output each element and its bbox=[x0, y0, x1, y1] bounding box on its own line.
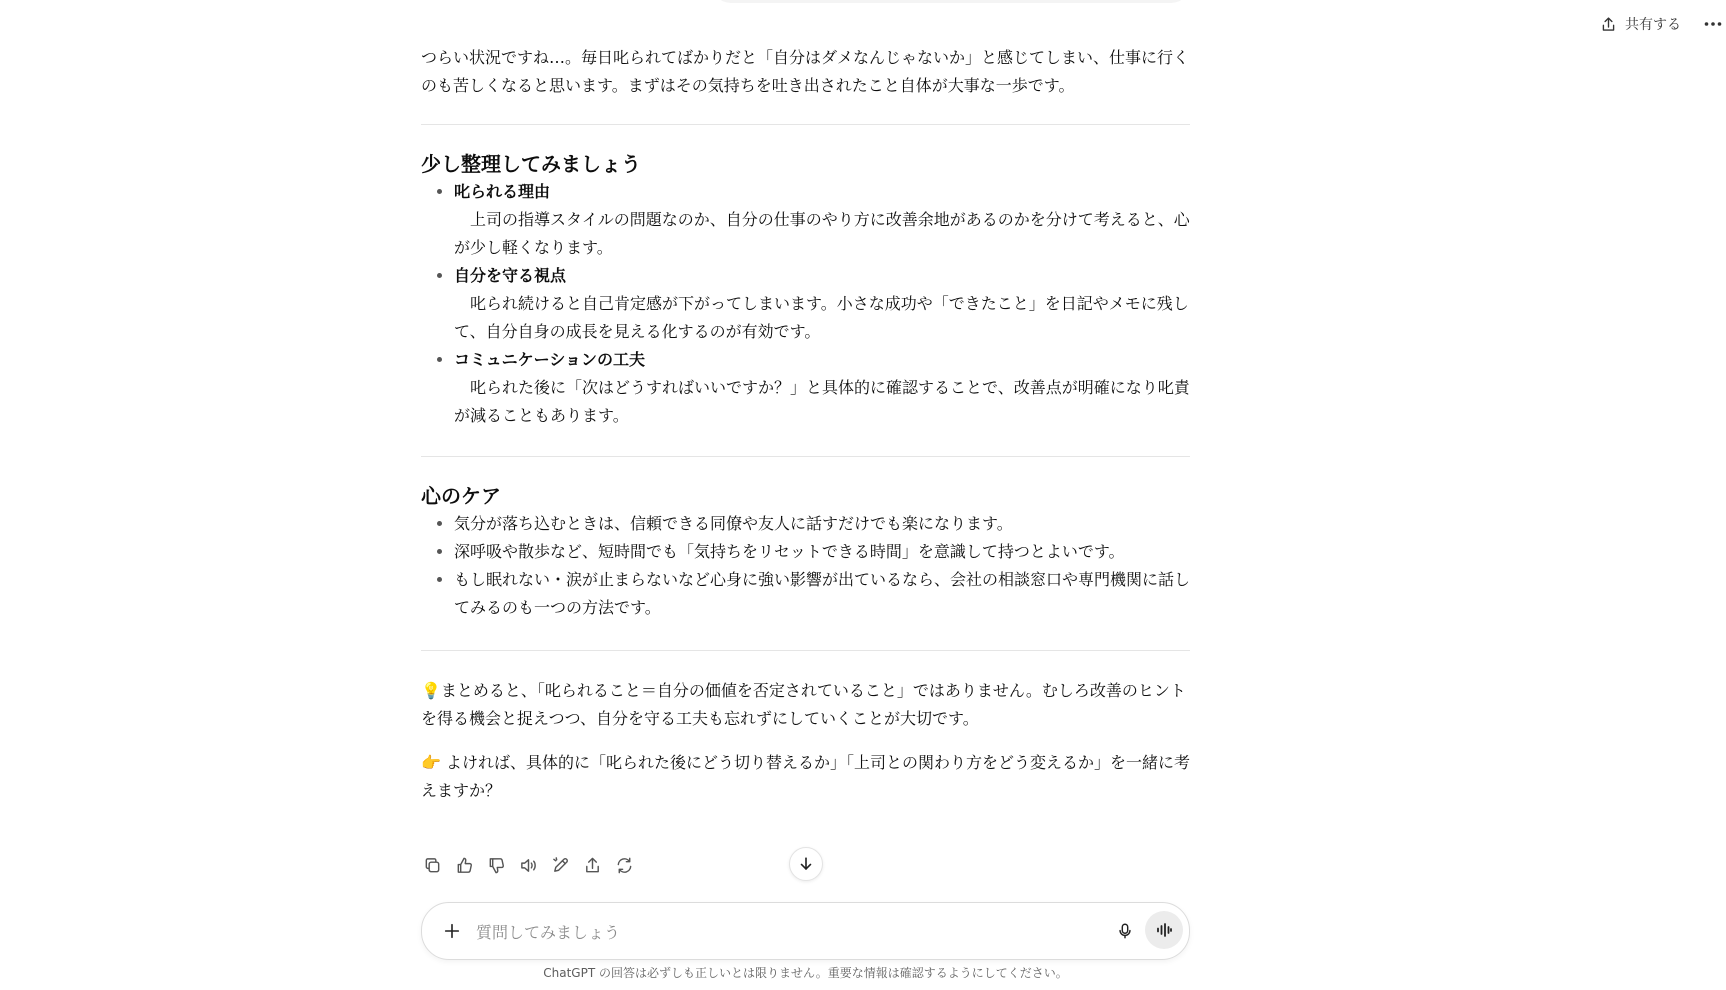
read-aloud-button[interactable] bbox=[517, 854, 540, 877]
voice-waveform-icon bbox=[1154, 920, 1174, 940]
ellipsis-icon bbox=[1704, 21, 1722, 27]
divider bbox=[421, 124, 1190, 125]
more-options-button[interactable] bbox=[1702, 13, 1724, 35]
message-actions bbox=[421, 854, 636, 877]
attach-button[interactable] bbox=[438, 917, 466, 945]
list-item: • もし眠れない・涙が止まらないなど心身に強い影響が出ているなら、会社の相談窓口や専門機関に話してみるのも一つの方法です。 bbox=[454, 566, 1190, 622]
regenerate-button[interactable] bbox=[613, 854, 636, 877]
list-item: • 深呼吸や散歩など、短時間でも「気持ちをリセットできる時間」を意識して持つとよいです。 bbox=[454, 538, 1190, 566]
good-response-button[interactable] bbox=[453, 854, 476, 877]
disclaimer: ChatGPT の回答は必ずしも正しいとは限りません。重要な情報は確認するようにしてください。 bbox=[543, 966, 1068, 980]
previous-user-message-bubble bbox=[712, 0, 1190, 3]
divider bbox=[421, 456, 1190, 457]
dictate-button[interactable] bbox=[1111, 917, 1139, 945]
edit-icon bbox=[551, 856, 570, 875]
followup-paragraph: 👉 よければ、具体的に「叱られた後にどう切り替えるか」「上司との関わり方をどう変えるか」を一緒に考えますか？ bbox=[421, 753, 1191, 800]
share-response-button[interactable] bbox=[581, 854, 604, 877]
copy-button[interactable] bbox=[421, 854, 444, 877]
microphone-icon bbox=[1116, 922, 1134, 940]
share-icon bbox=[1600, 16, 1617, 33]
list-item bbox=[454, 178, 1190, 262]
item-body: 上司の指導スタイルの問題なのか、自分の仕事のやり方に改善余地があるのかを分けて考えると、心が少し軽くなります。 bbox=[454, 210, 1190, 257]
plus-icon bbox=[443, 922, 461, 940]
item-body: 叱られた後に「次はどうすればいいですか？」と具体的に確認することで、改善点が明確になり叱責が減ることもあります。 bbox=[454, 378, 1190, 425]
regenerate-icon bbox=[615, 856, 634, 875]
list-item bbox=[454, 262, 1190, 346]
copy-icon bbox=[423, 856, 442, 875]
assistant-message bbox=[421, 44, 1190, 805]
intro-paragraph: つらい状況ですね…。毎日叱られてばかりだと「自分はダメなんじゃないか」と感じてしまい、仕事に行くのも苦しくなると思います。まずはその気持ちを吐き出されたこと自体が大事な一歩です。 bbox=[421, 48, 1190, 95]
section-heading: 少し整理してみましょう bbox=[421, 152, 641, 176]
voice-mode-button[interactable] bbox=[1145, 911, 1183, 949]
summary-paragraph: 💡まとめると、「叱られること＝自分の価値を否定されていること」ではありません。むしろ改善のヒントを得る機会と捉えつつ、自分を守る工夫も忘れずにしていくことが大切です。 bbox=[421, 681, 1186, 728]
item-title: • 叱られる理由 bbox=[454, 182, 551, 201]
item-title: • 自分を守る視点 bbox=[454, 266, 567, 285]
arrow-down-icon bbox=[797, 855, 815, 873]
bullet-list bbox=[421, 510, 1190, 622]
list-item bbox=[454, 346, 1190, 430]
share-button[interactable] bbox=[1600, 11, 1681, 37]
read-aloud-icon bbox=[519, 856, 538, 875]
thumbs-up-icon bbox=[455, 856, 474, 875]
share-icon bbox=[583, 856, 602, 875]
bullet-list bbox=[421, 178, 1190, 430]
prompt-input[interactable] bbox=[474, 917, 1018, 947]
thumbs-down-icon bbox=[487, 856, 506, 875]
divider bbox=[421, 650, 1190, 651]
list-item: • 気分が落ち込むときは、信頼できる同僚や友人に話すだけでも楽になります。 bbox=[454, 510, 1190, 538]
share-label: 共有する bbox=[1625, 17, 1681, 33]
edit-canvas-button[interactable] bbox=[549, 854, 572, 877]
composer bbox=[421, 902, 1190, 960]
bad-response-button[interactable] bbox=[485, 854, 508, 877]
section-heading: 心のケア bbox=[421, 484, 501, 508]
item-body: 叱られ続けると自己肯定感が下がってしまいます。小さな成功や「できたこと」を日記やメモに残して、自分自身の成長を見える化するのが有効です。 bbox=[454, 294, 1189, 341]
item-title: • コミュニケーションの工夫 bbox=[454, 350, 646, 369]
scroll-to-bottom-button[interactable] bbox=[789, 847, 823, 881]
